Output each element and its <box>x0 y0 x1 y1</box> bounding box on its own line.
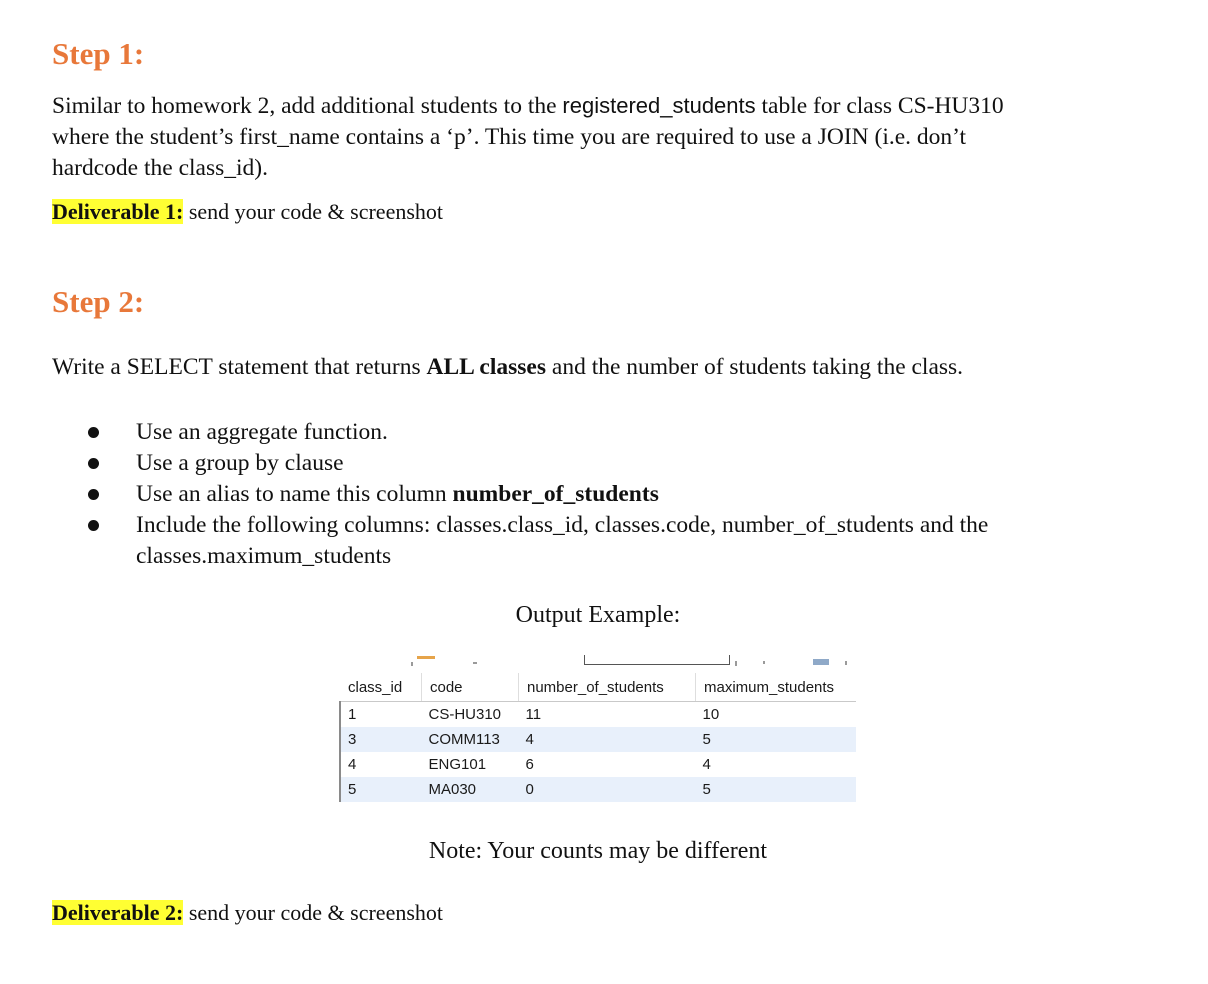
cell-maximum-students: 10 <box>702 706 720 723</box>
cell-code: ENG101 <box>428 756 487 773</box>
step-1-heading: Step 1: <box>52 36 145 71</box>
cell-number-of-students: 6 <box>525 756 534 773</box>
toolbar-decoration <box>417 656 435 659</box>
deliverable-1-label: Deliverable 1: <box>52 199 184 224</box>
requirements-list <box>52 417 1172 572</box>
bullet-icon <box>88 520 99 531</box>
toolbar-input <box>584 655 730 665</box>
result-grid <box>337 655 857 811</box>
cell-maximum-students: 4 <box>702 756 711 773</box>
step-1-line-3: hardcode the class_id). <box>52 155 268 181</box>
col-header-code: code <box>422 673 519 702</box>
list-item <box>52 448 1172 479</box>
list-item-text: Use a group by clause <box>136 450 344 476</box>
note-text: Note: Your counts may be different <box>428 838 768 864</box>
cell-code: CS-HU310 <box>428 706 502 723</box>
list-item <box>52 510 1172 572</box>
cell-number-of-students: 4 <box>519 727 696 752</box>
step-1-text: Similar to homework 2, add additional students to the <box>52 93 563 119</box>
list-item <box>52 479 1172 510</box>
cell-code: COMM113 <box>422 727 519 752</box>
toolbar-tick <box>763 661 765 664</box>
step-1-paragraph <box>52 90 1172 184</box>
col-header-maximum-students: maximum_students <box>696 673 857 702</box>
table-header-row <box>340 673 856 702</box>
grid-toolbar <box>337 655 857 669</box>
step-2-intro-bold: ALL classes <box>426 354 547 380</box>
cell-class-id: 5 <box>340 777 422 802</box>
output-caption: Output Example: <box>515 602 681 628</box>
step-1-line-2: where the student’s first_name contains a ‘p’. This time you are required to use a JOIN (i.e. don’t <box>52 124 967 150</box>
cell-number-of-students: 0 <box>519 777 696 802</box>
export-icon <box>813 659 829 665</box>
col-header-class-id: class_id <box>340 673 422 702</box>
table-row <box>340 702 856 728</box>
table-name-code: registered_students <box>562 93 756 118</box>
bullet-icon <box>88 427 99 438</box>
deliverable-2 <box>52 900 443 926</box>
alias-name: number_of_students <box>452 481 659 507</box>
step-2-intro <box>52 352 963 383</box>
toolbar-tick <box>473 662 477 664</box>
deliverable-1-text: send your code & screenshot <box>183 199 444 224</box>
step-2-intro-end: and the number of students taking the class. <box>546 354 964 380</box>
cell-class-id: 4 <box>340 752 422 777</box>
toolbar-tick <box>735 661 737 666</box>
list-item <box>52 417 1172 448</box>
cell-code: MA030 <box>422 777 519 802</box>
list-item-text: Use an alias to name this column <box>136 481 453 507</box>
table-row <box>340 752 856 777</box>
cell-maximum-students: 5 <box>696 727 857 752</box>
col-header-number-of-students: number_of_students <box>519 673 696 702</box>
result-table <box>339 673 856 802</box>
deliverable-2-text: send your code & screenshot <box>183 900 444 925</box>
cell-class-id: 1 <box>340 702 422 728</box>
list-item-text: Use an aggregate function. <box>136 419 388 445</box>
list-item-text-cont: classes.maximum_students <box>136 543 392 569</box>
bullet-icon <box>88 458 99 469</box>
deliverable-1 <box>52 199 443 225</box>
step-2-intro-text: Write a SELECT statement that returns <box>52 354 427 380</box>
list-item-text: Include the following columns: classes.class_id, classes.code, number_of_students and the <box>136 512 989 538</box>
step-1-text-end: table for class CS-HU310 <box>755 93 1004 119</box>
bullet-icon <box>88 489 99 500</box>
toolbar-tick <box>845 661 847 665</box>
cell-maximum-students: 5 <box>696 777 857 802</box>
table-row <box>340 727 856 752</box>
toolbar-tick <box>411 662 413 666</box>
deliverable-2-label: Deliverable 2: <box>52 900 184 925</box>
table-row <box>340 777 856 802</box>
cell-class-id: 3 <box>340 727 422 752</box>
cell-number-of-students: 11 <box>525 706 542 723</box>
step-2-heading: Step 2: <box>52 284 145 319</box>
